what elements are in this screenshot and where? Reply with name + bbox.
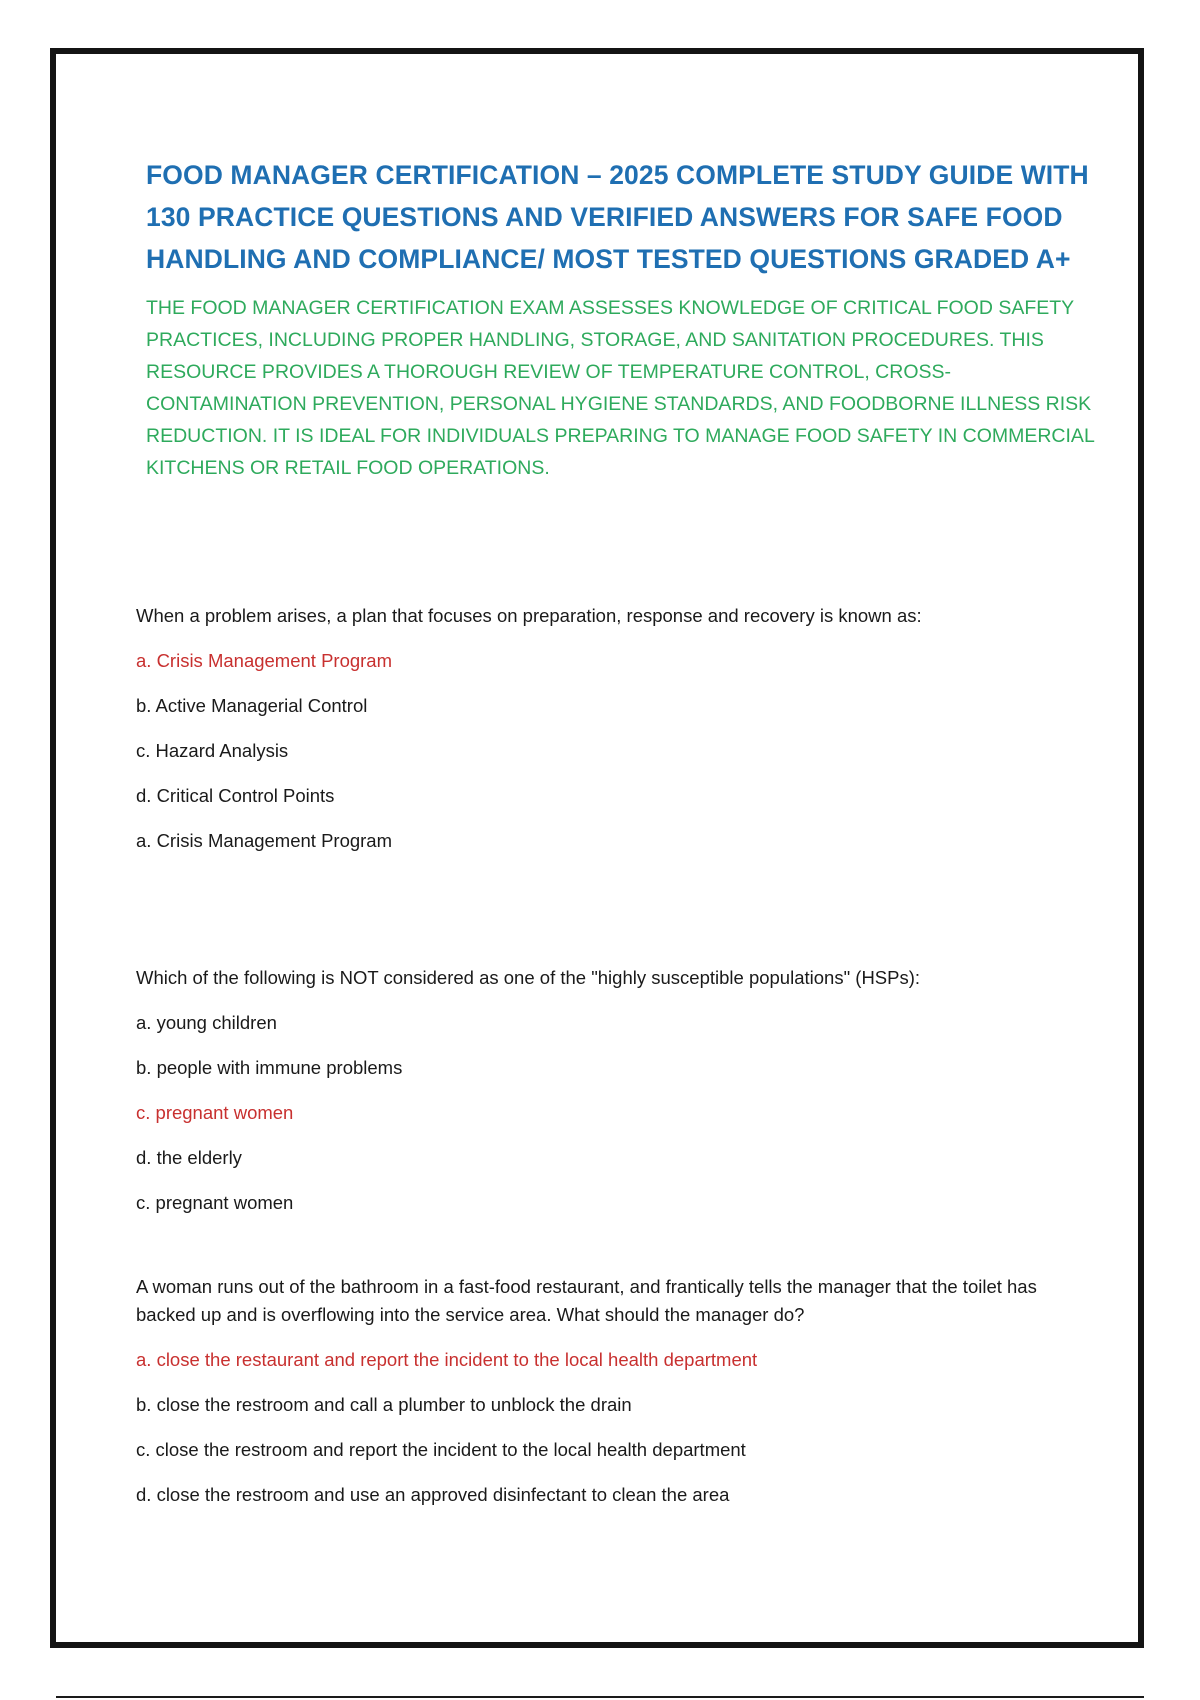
document-summary: THE FOOD MANAGER CERTIFICATION EXAM ASSESSES KNOWLEDGE OF CRITICAL FOOD SAFETY PRACTICES, INCLUDING PROPER HANDLING, STORAGE, AND SANITATION PROCEDURES. THIS RESOURCE PROVIDES A THOROUGH REVIEW OF TEMPERATURE CONTROL, CROSS-CONTAMINATION PREVENTION, PERSONAL HYGIENE STANDARDS, AND FOODBORNE ILLNESS RISK REDUCTION. IT IS IDEAL FOR INDIVIDUALS PREPARING TO MANAGE FOOD SAFETY IN COMMERCIAL KITCHENS OR RETAIL FOOD OPERATIONS. — [146, 297, 1095, 479]
question-2 — [136, 964, 1096, 1217]
option-b: b. Active Managerial Control — [136, 695, 368, 716]
option-d: d. the elderly — [136, 1147, 242, 1168]
option-a-correct: a. Crisis Management Program — [136, 650, 393, 671]
question-1 — [136, 602, 1096, 855]
option-d: d. Critical Control Points — [136, 785, 335, 806]
answer-line: a. Crisis Management Program — [136, 830, 393, 851]
answer-line: c. pregnant women — [136, 1192, 294, 1213]
option-b: b. close the restroom and call a plumber to unblock the drain — [136, 1394, 632, 1415]
option-a-correct: a. close the restaurant and report the incident to the local health department — [136, 1349, 758, 1370]
page-content — [146, 154, 1106, 484]
option-c: c. Hazard Analysis — [136, 740, 289, 761]
option-d: d. close the restroom and use an approved disinfectant to clean the area — [136, 1484, 730, 1505]
option-a: a. young children — [136, 1012, 277, 1033]
question-stem: A woman runs out of the bathroom in a fast-food restaurant, and frantically tells the manager that the toilet has backed up and is overflowing into the service area. What should the manager do? — [136, 1276, 1037, 1325]
option-b: b. people with immune problems — [136, 1057, 403, 1078]
document-title: FOOD MANAGER CERTIFICATION – 2025 COMPLETE STUDY GUIDE WITH 130 PRACTICE QUESTIONS AND VERIFIED ANSWERS FOR SAFE FOOD HANDLING AND COMPLIANCE/ MOST TESTED QUESTIONS GRADED A+ — [146, 160, 1089, 274]
bottom-divider — [56, 1696, 1144, 1698]
question-stem: Which of the following is NOT considered as one of the "highly susceptible populations" (HSPs): — [136, 967, 921, 988]
question-stem: When a problem arises, a plan that focuses on preparation, response and recovery is known as: — [136, 605, 922, 626]
option-c-correct: c. pregnant women — [136, 1102, 294, 1123]
option-c: c. close the restroom and report the incident to the local health department — [136, 1439, 746, 1460]
question-3 — [136, 1273, 1096, 1526]
page-frame — [50, 48, 1144, 1648]
